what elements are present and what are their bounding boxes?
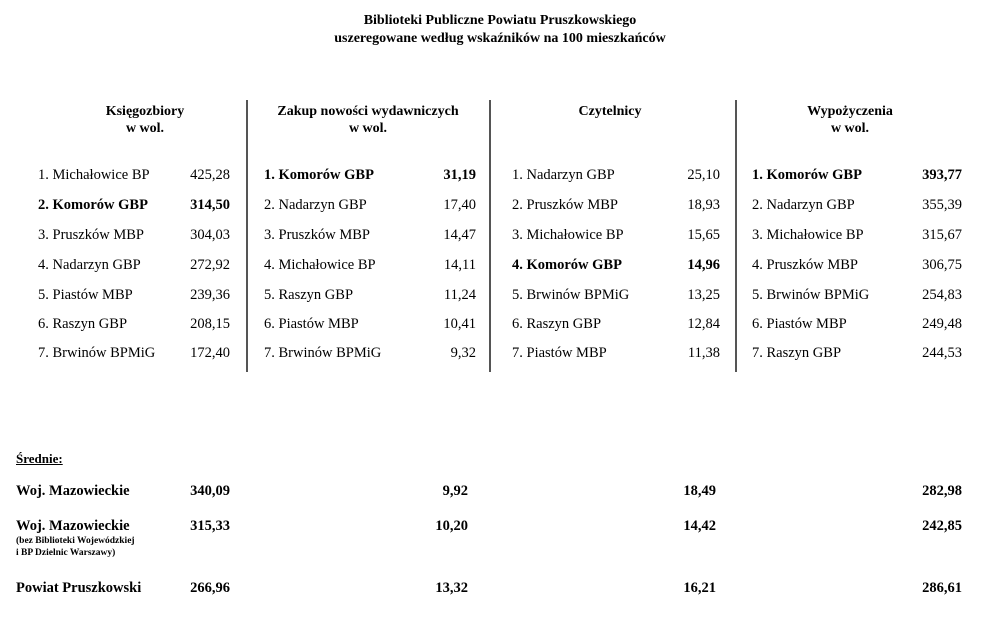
ranking-value: 13,25 bbox=[687, 287, 720, 303]
ranking-value: 355,39 bbox=[922, 197, 962, 213]
ranking-name: 4. Komorów GBP bbox=[512, 257, 622, 273]
ranking-name: 5. Piastów MBP bbox=[38, 287, 133, 303]
ranking-name: 5. Raszyn GBP bbox=[264, 287, 354, 303]
column-header-line: Księgozbiory bbox=[105, 104, 185, 119]
column-header-zakup bbox=[258, 103, 478, 137]
ranking-name: 6. Raszyn GBP bbox=[512, 316, 602, 332]
average-label: Powiat Pruszkowski bbox=[16, 580, 142, 596]
average-value: 13,32 bbox=[435, 580, 468, 596]
average-value: 14,42 bbox=[683, 518, 716, 534]
ranking-name: 3. Michałowice BP bbox=[512, 227, 624, 243]
ranking-value: 208,15 bbox=[190, 316, 230, 332]
averages-heading: Średnie: bbox=[16, 451, 63, 466]
ranking-name: 2. Komorów GBP bbox=[38, 197, 148, 213]
ranking-value: 12,84 bbox=[687, 316, 720, 332]
ranking-name: 2. Nadarzyn GBP bbox=[264, 197, 367, 213]
average-label: Woj. Mazowieckie bbox=[16, 483, 130, 499]
average-value: 10,20 bbox=[435, 518, 468, 534]
ranking-value: 172,40 bbox=[190, 345, 230, 361]
column-header-czytelnicy bbox=[520, 103, 700, 120]
ranking-name: 7. Piastów MBP bbox=[512, 345, 607, 361]
ranking-name: 3. Pruszków MBP bbox=[264, 227, 370, 243]
average-value: 340,09 bbox=[190, 483, 230, 499]
column-divider bbox=[489, 100, 491, 372]
ranking-name: 4. Nadarzyn GBP bbox=[38, 257, 141, 273]
ranking-name: 7. Brwinów BPMiG bbox=[38, 345, 156, 361]
ranking-value: 11,24 bbox=[443, 287, 476, 303]
ranking-name: 3. Pruszków MBP bbox=[38, 227, 144, 243]
average-value: 9,92 bbox=[442, 483, 468, 499]
ranking-value: 14,47 bbox=[443, 227, 476, 243]
ranking-name: 2. Pruszków MBP bbox=[512, 197, 618, 213]
average-value: 282,98 bbox=[922, 483, 962, 499]
ranking-value: 272,92 bbox=[190, 257, 230, 273]
ranking-name: 1. Komorów GBP bbox=[264, 167, 374, 183]
ranking-name: 1. Michałowice BP bbox=[38, 167, 150, 183]
average-value: 16,21 bbox=[683, 580, 716, 596]
average-label: Woj. Mazowieckie bbox=[16, 518, 130, 534]
ranking-value: 315,67 bbox=[922, 227, 962, 243]
column-header-line: Czytelnicy bbox=[578, 104, 642, 119]
column-divider bbox=[735, 100, 737, 372]
ranking-value: 14,11 bbox=[443, 257, 476, 273]
ranking-value: 25,10 bbox=[687, 167, 720, 183]
title-line-2: uszeregowane według wskaźników na 100 mieszkańców bbox=[334, 31, 666, 46]
ranking-value: 393,77 bbox=[922, 167, 962, 183]
ranking-name: 4. Pruszków MBP bbox=[752, 257, 858, 273]
ranking-value: 14,96 bbox=[687, 257, 720, 273]
ranking-value: 249,48 bbox=[922, 316, 962, 332]
column-header-line: w wol. bbox=[348, 121, 388, 136]
ranking-value: 314,50 bbox=[190, 197, 230, 213]
title-line-1: Biblioteki Publiczne Powiatu Pruszkowskiego bbox=[363, 13, 637, 28]
ranking-name: 5. Brwinów BPMiG bbox=[512, 287, 630, 303]
ranking-value: 10,41 bbox=[443, 316, 476, 332]
ranking-value: 306,75 bbox=[922, 257, 962, 273]
ranking-value: 18,93 bbox=[687, 197, 720, 213]
column-header-line: w wol. bbox=[125, 121, 165, 136]
ranking-name: 1. Nadarzyn GBP bbox=[512, 167, 615, 183]
ranking-name: 7. Raszyn GBP bbox=[752, 345, 842, 361]
average-note: i BP Dzielnic Warszawy) bbox=[16, 548, 116, 558]
ranking-name: 5. Brwinów BPMiG bbox=[752, 287, 870, 303]
ranking-name: 2. Nadarzyn GBP bbox=[752, 197, 855, 213]
column-header-line: w wol. bbox=[830, 121, 870, 136]
average-value: 18,49 bbox=[683, 483, 716, 499]
ranking-name: 6. Piastów MBP bbox=[264, 316, 359, 332]
ranking-value: 11,38 bbox=[687, 345, 720, 361]
average-note: (bez Biblioteki Wojewódzkiej bbox=[16, 536, 135, 546]
ranking-value: 15,65 bbox=[687, 227, 720, 243]
average-value: 266,96 bbox=[190, 580, 230, 596]
page-title bbox=[0, 12, 1000, 48]
ranking-value: 17,40 bbox=[443, 197, 476, 213]
ranking-value: 244,53 bbox=[922, 345, 962, 361]
ranking-name: 6. Raszyn GBP bbox=[38, 316, 128, 332]
column-header-line: Wypożyczenia bbox=[807, 104, 893, 119]
average-value: 242,85 bbox=[922, 518, 962, 534]
ranking-value: 31,19 bbox=[443, 167, 476, 183]
ranking-value: 239,36 bbox=[190, 287, 230, 303]
ranking-name: 4. Michałowice BP bbox=[264, 257, 376, 273]
ranking-name: 1. Komorów GBP bbox=[752, 167, 862, 183]
average-value: 315,33 bbox=[190, 518, 230, 534]
ranking-name: 6. Piastów MBP bbox=[752, 316, 847, 332]
column-divider bbox=[246, 100, 248, 372]
ranking-value: 254,83 bbox=[922, 287, 962, 303]
ranking-value: 425,28 bbox=[190, 167, 230, 183]
ranking-name: 3. Michałowice BP bbox=[752, 227, 864, 243]
column-header-line: Zakup nowości wydawniczych bbox=[277, 104, 459, 119]
column-header-ksiegozbiory bbox=[60, 103, 230, 137]
ranking-value: 304,03 bbox=[190, 227, 230, 243]
ranking-name: 7. Brwinów BPMiG bbox=[264, 345, 382, 361]
column-header-wypozyczenia bbox=[760, 103, 940, 137]
ranking-value: 9,32 bbox=[450, 345, 476, 361]
average-value: 286,61 bbox=[922, 580, 962, 596]
